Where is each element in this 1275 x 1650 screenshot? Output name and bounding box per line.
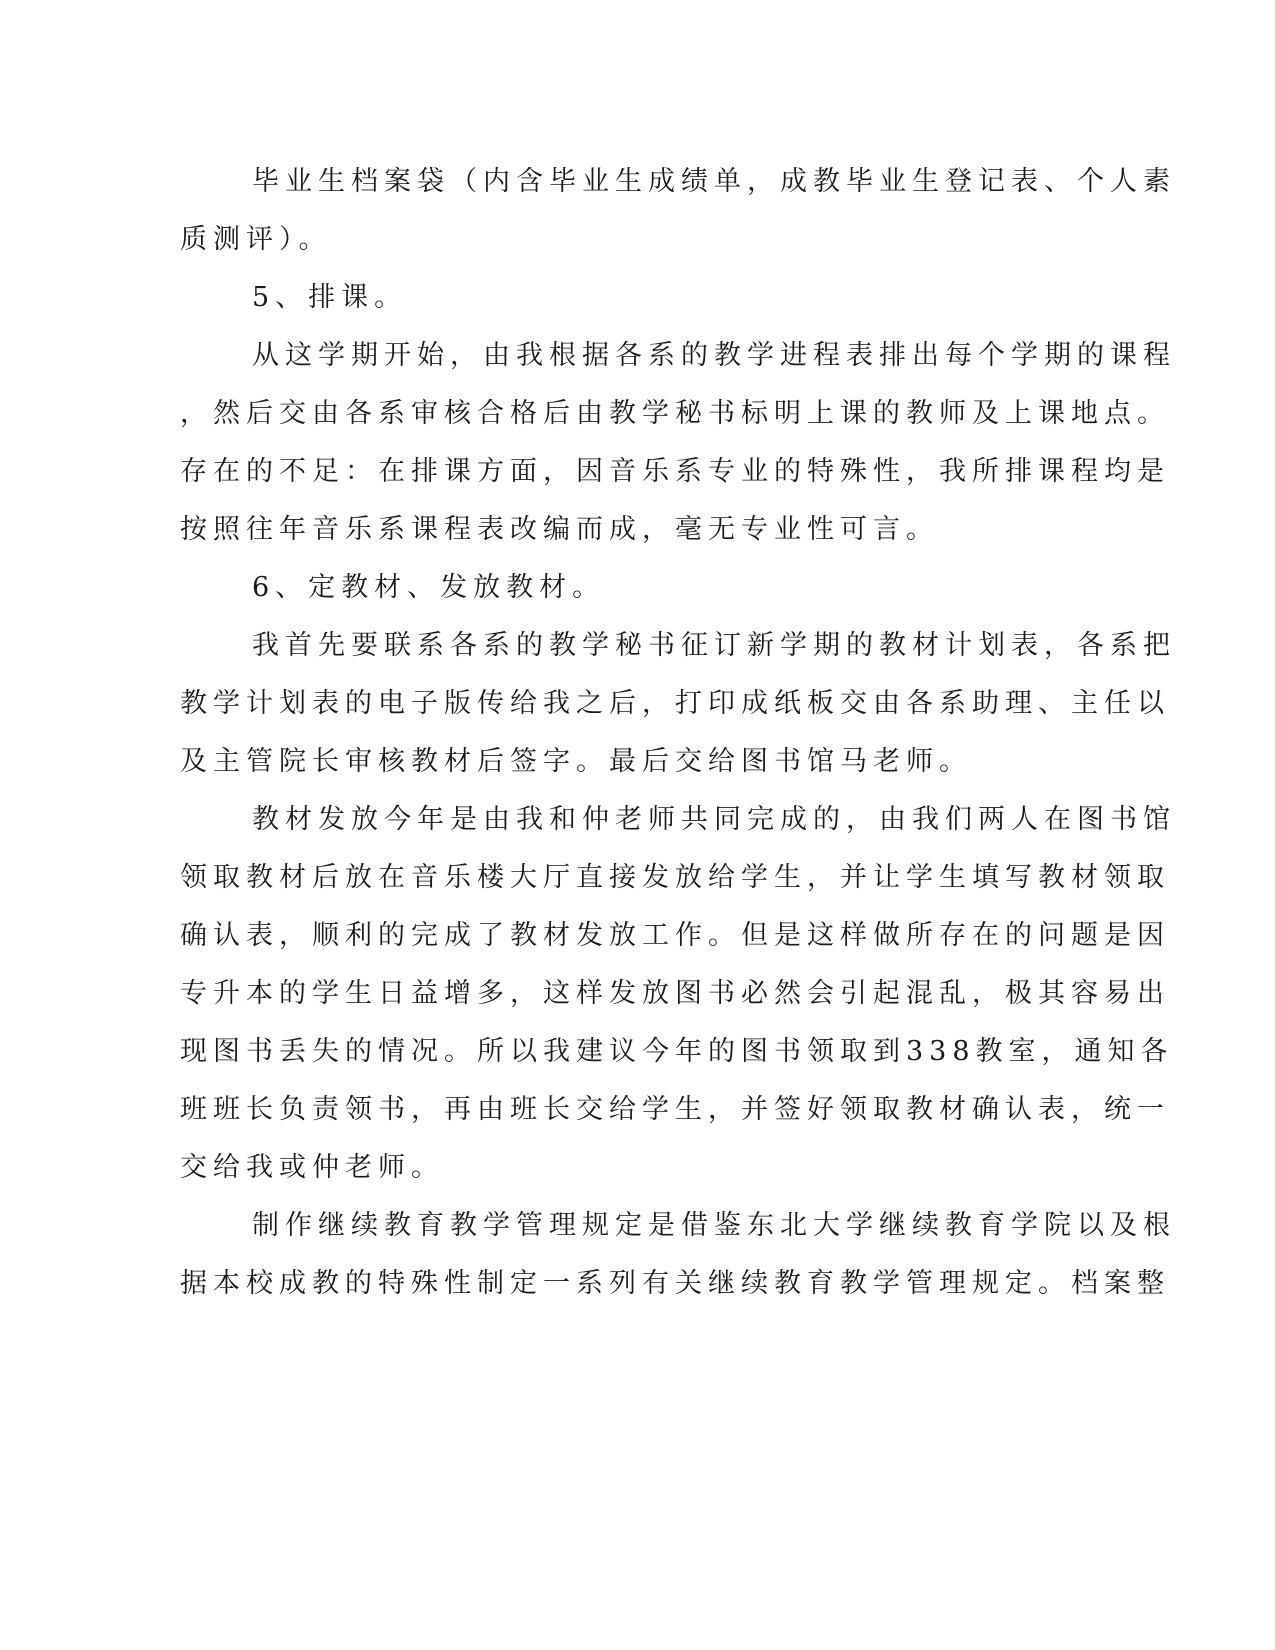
text-line: 从这学期开始，由我根据各系的教学进程表排出每个学期的课程 [252,340,1176,371]
text-line: 我首先要联系各系的教学秘书征订新学期的教材计划表，各系把 [252,630,1176,661]
text-line: 存在的不足：在排课方面，因音乐系专业的特殊性，我所排课程均是 [180,456,1170,487]
section-heading: 5、排课。 [252,282,408,313]
text-line: ，然后交由各系审核合格后由教学秘书标明上课的教师及上课地点。 [180,398,1170,429]
text-line: 教材发放今年是由我和仲老师共同完成的，由我们两人在图书馆 [252,804,1176,835]
text-line: 专升本的学生日益增多，这样发放图书必然会引起混乱，极其容易出 [180,978,1170,1009]
text-line: 班班长负责领书，再由班长交给学生，并签好领取教材确认表，统一 [180,1094,1170,1125]
text-line: 确认表，顺利的完成了教材发放工作。但是这样做所存在的问题是因 [180,920,1170,951]
text-line: 按照往年音乐系课程表改编而成，毫无专业性可言。 [180,514,939,545]
text-line: 制作继续教育教学管理规定是借鉴东北大学继续教育学院以及根 [252,1210,1176,1241]
text-line: 毕业生档案袋（内含毕业生成绩单，成教毕业生登记表、个人素 [252,166,1176,197]
text-line: 现图书丢失的情况。所以我建议今年的图书领取到338教室，通知各 [180,1036,1174,1067]
section-heading: 6、定教材、发放教材。 [252,572,606,603]
text-line: 质测评）。 [180,224,332,255]
text-line: 领取教材后放在音乐楼大厅直接发放给学生，并让学生填写教材领取 [180,862,1170,893]
text-line: 交给我或仲老师。 [180,1152,444,1183]
text-line: 及主管院长审核教材后签字。最后交给图书馆马老师。 [180,746,972,777]
text-line: 据本校成教的特殊性制定一系列有关继续教育教学管理规定。档案整 [180,1268,1170,1299]
text-line: 教学计划表的电子版传给我之后，打印成纸板交由各系助理、主任以 [180,688,1170,719]
